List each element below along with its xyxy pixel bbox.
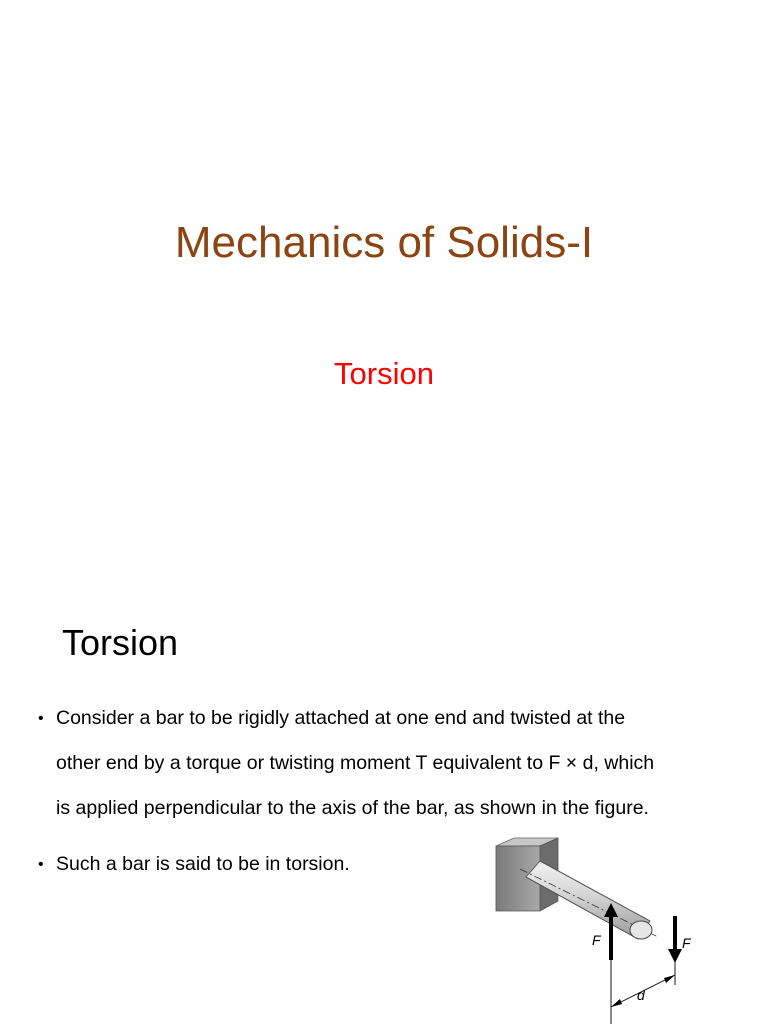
bullet-line: is applied perpendicular to the axis of the bar, as shown in the figure.	[56, 797, 649, 819]
bullet-line: Such a bar is said to be in torsion.	[56, 853, 350, 875]
bullet-item	[38, 696, 654, 831]
force-right-arrow	[668, 916, 682, 963]
bullet-icon: •	[38, 856, 44, 873]
section-title: Torsion	[62, 622, 179, 663]
force-label-right: F	[682, 935, 691, 951]
torsion-bar-figure	[430, 825, 760, 1024]
content-slide	[0, 600, 768, 1024]
distance-label: d	[637, 987, 645, 1003]
slide-title: Mechanics of Solids-I	[174, 218, 594, 267]
bullet-line: other end by a torque or twisting moment T equivalent to F × d, which	[56, 752, 655, 774]
bullet-icon: •	[38, 710, 44, 727]
force-label-left: F	[592, 932, 601, 948]
slide-subtitle: Torsion	[334, 356, 434, 391]
bullet-item	[38, 842, 350, 887]
bullet-line: Consider a bar to be rigidly attached at one end and twisted at the	[56, 707, 626, 729]
